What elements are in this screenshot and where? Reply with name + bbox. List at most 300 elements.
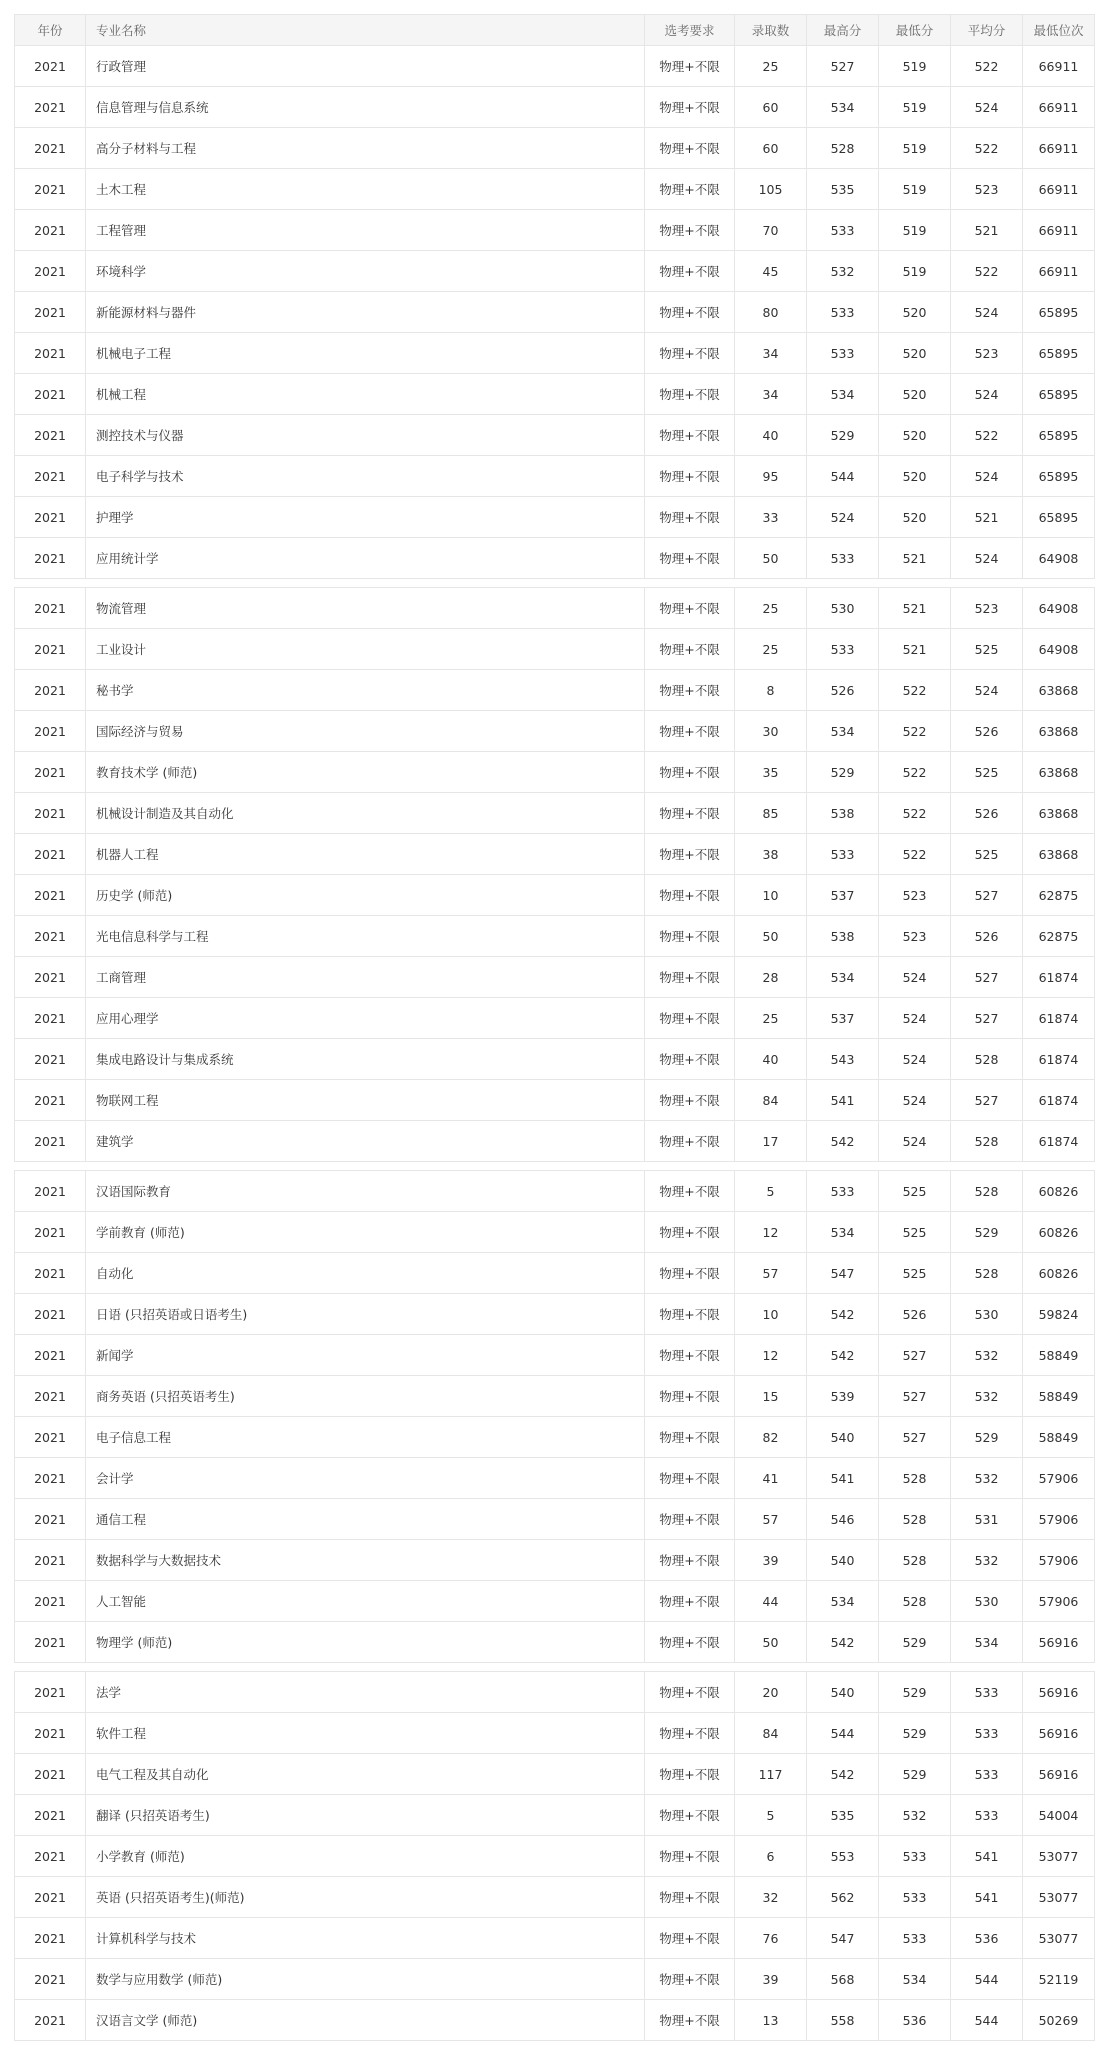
cell-max-score: 533 bbox=[807, 292, 879, 333]
cell-enrolled: 12 bbox=[735, 1335, 807, 1376]
cell-avg-score: 526 bbox=[951, 793, 1023, 834]
cell-min-score: 519 bbox=[879, 210, 951, 251]
cell-min-score: 519 bbox=[879, 128, 951, 169]
cell-avg-score: 534 bbox=[951, 1622, 1023, 1663]
cell-year: 2021 bbox=[15, 46, 86, 87]
cell-min-score: 522 bbox=[879, 752, 951, 793]
cell-avg-score: 528 bbox=[951, 1121, 1023, 1162]
cell-avg-score: 523 bbox=[951, 333, 1023, 374]
table-row bbox=[15, 1959, 1095, 2000]
cell-requirement: 物理+不限 bbox=[645, 752, 735, 793]
cell-avg-score: 523 bbox=[951, 588, 1023, 629]
cell-min-score: 520 bbox=[879, 292, 951, 333]
cell-max-score: 544 bbox=[807, 456, 879, 497]
cell-avg-score: 524 bbox=[951, 538, 1023, 579]
cell-requirement: 物理+不限 bbox=[645, 1959, 735, 2000]
section-spacer bbox=[15, 1663, 1095, 1672]
cell-requirement: 物理+不限 bbox=[645, 1294, 735, 1335]
cell-requirement: 物理+不限 bbox=[645, 374, 735, 415]
cell-avg-score: 527 bbox=[951, 957, 1023, 998]
cell-major: 电子科学与技术 bbox=[86, 456, 645, 497]
cell-avg-score: 522 bbox=[951, 415, 1023, 456]
cell-enrolled: 50 bbox=[735, 1622, 807, 1663]
cell-year: 2021 bbox=[15, 497, 86, 538]
table-row bbox=[15, 1171, 1095, 1212]
cell-avg-score: 532 bbox=[951, 1376, 1023, 1417]
cell-enrolled: 84 bbox=[735, 1080, 807, 1121]
cell-major: 环境科学 bbox=[86, 251, 645, 292]
cell-avg-score: 533 bbox=[951, 1713, 1023, 1754]
cell-min-score: 528 bbox=[879, 1458, 951, 1499]
cell-max-score: 538 bbox=[807, 916, 879, 957]
cell-enrolled: 30 bbox=[735, 711, 807, 752]
cell-min-rank: 61874 bbox=[1023, 1121, 1095, 1162]
cell-requirement: 物理+不限 bbox=[645, 1253, 735, 1294]
cell-avg-score: 522 bbox=[951, 251, 1023, 292]
cell-max-score: 542 bbox=[807, 1121, 879, 1162]
table-row bbox=[15, 415, 1095, 456]
cell-avg-score: 530 bbox=[951, 1581, 1023, 1622]
cell-min-rank: 64908 bbox=[1023, 588, 1095, 629]
cell-avg-score: 525 bbox=[951, 752, 1023, 793]
cell-avg-score: 544 bbox=[951, 2000, 1023, 2041]
cell-enrolled: 17 bbox=[735, 1121, 807, 1162]
cell-enrolled: 95 bbox=[735, 456, 807, 497]
cell-min-rank: 61874 bbox=[1023, 1080, 1095, 1121]
cell-avg-score: 524 bbox=[951, 292, 1023, 333]
cell-year: 2021 bbox=[15, 1335, 86, 1376]
cell-year: 2021 bbox=[15, 1376, 86, 1417]
cell-min-rank: 63868 bbox=[1023, 752, 1095, 793]
cell-max-score: 535 bbox=[807, 169, 879, 210]
cell-major: 电子信息工程 bbox=[86, 1417, 645, 1458]
cell-max-score: 535 bbox=[807, 1795, 879, 1836]
cell-avg-score: 522 bbox=[951, 128, 1023, 169]
cell-avg-score: 524 bbox=[951, 670, 1023, 711]
table-row bbox=[15, 251, 1095, 292]
cell-requirement: 物理+不限 bbox=[645, 456, 735, 497]
cell-min-score: 524 bbox=[879, 1039, 951, 1080]
cell-avg-score: 531 bbox=[951, 1499, 1023, 1540]
cell-major: 新闻学 bbox=[86, 1335, 645, 1376]
cell-major: 物联网工程 bbox=[86, 1080, 645, 1121]
table-row bbox=[15, 711, 1095, 752]
cell-year: 2021 bbox=[15, 998, 86, 1039]
cell-major: 数据科学与大数据技术 bbox=[86, 1540, 645, 1581]
cell-min-rank: 60826 bbox=[1023, 1171, 1095, 1212]
cell-major: 计算机科学与技术 bbox=[86, 1918, 645, 1959]
table-row bbox=[15, 333, 1095, 374]
table-row bbox=[15, 169, 1095, 210]
cell-requirement: 物理+不限 bbox=[645, 1121, 735, 1162]
table-row bbox=[15, 1294, 1095, 1335]
cell-requirement: 物理+不限 bbox=[645, 87, 735, 128]
cell-min-score: 527 bbox=[879, 1376, 951, 1417]
admission-table-container bbox=[14, 14, 1094, 2041]
cell-avg-score: 527 bbox=[951, 1080, 1023, 1121]
cell-requirement: 物理+不限 bbox=[645, 1212, 735, 1253]
table-row bbox=[15, 1622, 1095, 1663]
cell-major: 护理学 bbox=[86, 497, 645, 538]
cell-min-rank: 64908 bbox=[1023, 629, 1095, 670]
cell-max-score: 534 bbox=[807, 957, 879, 998]
cell-min-score: 520 bbox=[879, 456, 951, 497]
cell-min-score: 519 bbox=[879, 87, 951, 128]
cell-year: 2021 bbox=[15, 916, 86, 957]
cell-min-rank: 61874 bbox=[1023, 957, 1095, 998]
cell-enrolled: 39 bbox=[735, 1540, 807, 1581]
spacer-cell bbox=[15, 1663, 1095, 1672]
cell-year: 2021 bbox=[15, 1836, 86, 1877]
cell-major: 英语 (只招英语考生)(师范) bbox=[86, 1877, 645, 1918]
table-row bbox=[15, 210, 1095, 251]
cell-max-score: 533 bbox=[807, 333, 879, 374]
cell-year: 2021 bbox=[15, 1253, 86, 1294]
table-row bbox=[15, 1376, 1095, 1417]
cell-min-rank: 56916 bbox=[1023, 1754, 1095, 1795]
cell-max-score: 540 bbox=[807, 1672, 879, 1713]
cell-requirement: 物理+不限 bbox=[645, 711, 735, 752]
cell-avg-score: 526 bbox=[951, 916, 1023, 957]
cell-min-rank: 56916 bbox=[1023, 1622, 1095, 1663]
cell-requirement: 物理+不限 bbox=[645, 1458, 735, 1499]
cell-min-score: 521 bbox=[879, 629, 951, 670]
cell-requirement: 物理+不限 bbox=[645, 1672, 735, 1713]
cell-enrolled: 44 bbox=[735, 1581, 807, 1622]
cell-avg-score: 523 bbox=[951, 169, 1023, 210]
cell-avg-score: 524 bbox=[951, 87, 1023, 128]
cell-min-score: 533 bbox=[879, 1877, 951, 1918]
cell-major: 小学教育 (师范) bbox=[86, 1836, 645, 1877]
cell-major: 行政管理 bbox=[86, 46, 645, 87]
cell-min-rank: 65895 bbox=[1023, 333, 1095, 374]
cell-requirement: 物理+不限 bbox=[645, 1039, 735, 1080]
table-header bbox=[15, 15, 1095, 46]
cell-year: 2021 bbox=[15, 1417, 86, 1458]
cell-min-rank: 59824 bbox=[1023, 1294, 1095, 1335]
cell-year: 2021 bbox=[15, 415, 86, 456]
cell-max-score: 527 bbox=[807, 46, 879, 87]
cell-min-score: 523 bbox=[879, 875, 951, 916]
table-row bbox=[15, 793, 1095, 834]
table-row bbox=[15, 538, 1095, 579]
cell-major: 自动化 bbox=[86, 1253, 645, 1294]
cell-requirement: 物理+不限 bbox=[645, 1713, 735, 1754]
header-year: 年份 bbox=[15, 15, 86, 46]
cell-min-rank: 57906 bbox=[1023, 1499, 1095, 1540]
cell-avg-score: 529 bbox=[951, 1212, 1023, 1253]
cell-avg-score: 528 bbox=[951, 1039, 1023, 1080]
cell-min-score: 529 bbox=[879, 1672, 951, 1713]
cell-min-score: 519 bbox=[879, 46, 951, 87]
cell-year: 2021 bbox=[15, 588, 86, 629]
cell-min-score: 524 bbox=[879, 1080, 951, 1121]
cell-requirement: 物理+不限 bbox=[645, 793, 735, 834]
cell-avg-score: 521 bbox=[951, 210, 1023, 251]
cell-requirement: 物理+不限 bbox=[645, 1754, 735, 1795]
cell-min-rank: 58849 bbox=[1023, 1335, 1095, 1376]
cell-requirement: 物理+不限 bbox=[645, 834, 735, 875]
cell-major: 教育技术学 (师范) bbox=[86, 752, 645, 793]
cell-year: 2021 bbox=[15, 1499, 86, 1540]
cell-max-score: 534 bbox=[807, 87, 879, 128]
cell-enrolled: 25 bbox=[735, 588, 807, 629]
cell-avg-score: 536 bbox=[951, 1918, 1023, 1959]
cell-min-score: 529 bbox=[879, 1713, 951, 1754]
cell-requirement: 物理+不限 bbox=[645, 1540, 735, 1581]
cell-min-rank: 54004 bbox=[1023, 1795, 1095, 1836]
cell-min-rank: 56916 bbox=[1023, 1672, 1095, 1713]
cell-enrolled: 57 bbox=[735, 1253, 807, 1294]
cell-enrolled: 84 bbox=[735, 1713, 807, 1754]
cell-major: 法学 bbox=[86, 1672, 645, 1713]
cell-min-rank: 60826 bbox=[1023, 1253, 1095, 1294]
table-row bbox=[15, 1713, 1095, 1754]
cell-year: 2021 bbox=[15, 374, 86, 415]
cell-requirement: 物理+不限 bbox=[645, 169, 735, 210]
cell-enrolled: 25 bbox=[735, 998, 807, 1039]
cell-max-score: 533 bbox=[807, 629, 879, 670]
cell-max-score: 547 bbox=[807, 1918, 879, 1959]
cell-min-score: 529 bbox=[879, 1754, 951, 1795]
cell-requirement: 物理+不限 bbox=[645, 1080, 735, 1121]
cell-major: 集成电路设计与集成系统 bbox=[86, 1039, 645, 1080]
cell-enrolled: 5 bbox=[735, 1795, 807, 1836]
cell-min-score: 522 bbox=[879, 670, 951, 711]
cell-min-score: 525 bbox=[879, 1212, 951, 1253]
cell-year: 2021 bbox=[15, 1212, 86, 1253]
cell-max-score: 533 bbox=[807, 538, 879, 579]
cell-min-score: 524 bbox=[879, 957, 951, 998]
table-row bbox=[15, 875, 1095, 916]
table-row bbox=[15, 1877, 1095, 1918]
cell-requirement: 物理+不限 bbox=[645, 251, 735, 292]
cell-avg-score: 526 bbox=[951, 711, 1023, 752]
cell-min-rank: 66911 bbox=[1023, 210, 1095, 251]
cell-major: 应用心理学 bbox=[86, 998, 645, 1039]
cell-min-rank: 57906 bbox=[1023, 1458, 1095, 1499]
table-row bbox=[15, 1121, 1095, 1162]
cell-requirement: 物理+不限 bbox=[645, 588, 735, 629]
cell-enrolled: 50 bbox=[735, 916, 807, 957]
cell-min-score: 522 bbox=[879, 793, 951, 834]
cell-avg-score: 533 bbox=[951, 1754, 1023, 1795]
cell-max-score: 539 bbox=[807, 1376, 879, 1417]
cell-requirement: 物理+不限 bbox=[645, 46, 735, 87]
cell-requirement: 物理+不限 bbox=[645, 1171, 735, 1212]
cell-enrolled: 39 bbox=[735, 1959, 807, 2000]
table-row bbox=[15, 916, 1095, 957]
table-row bbox=[15, 2000, 1095, 2041]
cell-major: 通信工程 bbox=[86, 1499, 645, 1540]
cell-min-rank: 57906 bbox=[1023, 1581, 1095, 1622]
cell-major: 机器人工程 bbox=[86, 834, 645, 875]
cell-requirement: 物理+不限 bbox=[645, 292, 735, 333]
table-row bbox=[15, 1540, 1095, 1581]
cell-max-score: 562 bbox=[807, 1877, 879, 1918]
cell-enrolled: 105 bbox=[735, 169, 807, 210]
table-row bbox=[15, 46, 1095, 87]
cell-year: 2021 bbox=[15, 1795, 86, 1836]
cell-year: 2021 bbox=[15, 1877, 86, 1918]
cell-major: 翻译 (只招英语考生) bbox=[86, 1795, 645, 1836]
cell-major: 工商管理 bbox=[86, 957, 645, 998]
cell-enrolled: 41 bbox=[735, 1458, 807, 1499]
cell-enrolled: 38 bbox=[735, 834, 807, 875]
cell-min-score: 520 bbox=[879, 497, 951, 538]
cell-avg-score: 544 bbox=[951, 1959, 1023, 2000]
cell-year: 2021 bbox=[15, 1458, 86, 1499]
cell-enrolled: 85 bbox=[735, 793, 807, 834]
table-row bbox=[15, 957, 1095, 998]
cell-year: 2021 bbox=[15, 1540, 86, 1581]
cell-max-score: 529 bbox=[807, 752, 879, 793]
cell-requirement: 物理+不限 bbox=[645, 1622, 735, 1663]
cell-min-rank: 60826 bbox=[1023, 1212, 1095, 1253]
cell-year: 2021 bbox=[15, 456, 86, 497]
cell-avg-score: 541 bbox=[951, 1836, 1023, 1877]
cell-major: 建筑学 bbox=[86, 1121, 645, 1162]
cell-min-score: 520 bbox=[879, 415, 951, 456]
cell-min-rank: 57906 bbox=[1023, 1540, 1095, 1581]
cell-max-score: 530 bbox=[807, 588, 879, 629]
cell-min-rank: 58849 bbox=[1023, 1376, 1095, 1417]
cell-min-rank: 62875 bbox=[1023, 875, 1095, 916]
cell-min-rank: 56916 bbox=[1023, 1713, 1095, 1754]
cell-min-rank: 65895 bbox=[1023, 497, 1095, 538]
cell-min-rank: 66911 bbox=[1023, 169, 1095, 210]
table-row bbox=[15, 752, 1095, 793]
cell-year: 2021 bbox=[15, 1294, 86, 1335]
cell-min-score: 523 bbox=[879, 916, 951, 957]
cell-min-score: 522 bbox=[879, 711, 951, 752]
cell-enrolled: 117 bbox=[735, 1754, 807, 1795]
cell-major: 国际经济与贸易 bbox=[86, 711, 645, 752]
cell-min-score: 525 bbox=[879, 1253, 951, 1294]
header-max-score: 最高分 bbox=[807, 15, 879, 46]
cell-min-score: 520 bbox=[879, 374, 951, 415]
admission-score-table bbox=[14, 14, 1095, 2041]
cell-major: 历史学 (师范) bbox=[86, 875, 645, 916]
table-row bbox=[15, 128, 1095, 169]
header-major: 专业名称 bbox=[86, 15, 645, 46]
cell-min-rank: 65895 bbox=[1023, 415, 1095, 456]
cell-max-score: 537 bbox=[807, 875, 879, 916]
cell-enrolled: 80 bbox=[735, 292, 807, 333]
cell-avg-score: 528 bbox=[951, 1171, 1023, 1212]
cell-max-score: 533 bbox=[807, 210, 879, 251]
spacer-cell bbox=[15, 1162, 1095, 1171]
cell-requirement: 物理+不限 bbox=[645, 875, 735, 916]
cell-min-rank: 63868 bbox=[1023, 670, 1095, 711]
cell-min-rank: 62875 bbox=[1023, 916, 1095, 957]
header-row bbox=[15, 15, 1095, 46]
cell-enrolled: 20 bbox=[735, 1672, 807, 1713]
cell-max-score: 534 bbox=[807, 374, 879, 415]
table-body bbox=[15, 46, 1095, 2041]
cell-enrolled: 13 bbox=[735, 2000, 807, 2041]
cell-major: 高分子材料与工程 bbox=[86, 128, 645, 169]
table-row bbox=[15, 374, 1095, 415]
cell-min-score: 521 bbox=[879, 588, 951, 629]
cell-major: 电气工程及其自动化 bbox=[86, 1754, 645, 1795]
cell-min-score: 534 bbox=[879, 1959, 951, 2000]
table-row bbox=[15, 1918, 1095, 1959]
cell-year: 2021 bbox=[15, 957, 86, 998]
cell-requirement: 物理+不限 bbox=[645, 957, 735, 998]
cell-enrolled: 12 bbox=[735, 1212, 807, 1253]
cell-requirement: 物理+不限 bbox=[645, 1417, 735, 1458]
cell-max-score: 529 bbox=[807, 415, 879, 456]
cell-requirement: 物理+不限 bbox=[645, 210, 735, 251]
cell-max-score: 533 bbox=[807, 834, 879, 875]
cell-requirement: 物理+不限 bbox=[645, 670, 735, 711]
cell-min-score: 525 bbox=[879, 1171, 951, 1212]
cell-min-rank: 64908 bbox=[1023, 538, 1095, 579]
cell-requirement: 物理+不限 bbox=[645, 497, 735, 538]
cell-min-score: 527 bbox=[879, 1335, 951, 1376]
cell-major: 软件工程 bbox=[86, 1713, 645, 1754]
table-row bbox=[15, 1458, 1095, 1499]
cell-min-score: 524 bbox=[879, 1121, 951, 1162]
cell-year: 2021 bbox=[15, 251, 86, 292]
cell-max-score: 534 bbox=[807, 1212, 879, 1253]
cell-enrolled: 45 bbox=[735, 251, 807, 292]
cell-min-rank: 58849 bbox=[1023, 1417, 1095, 1458]
section-spacer bbox=[15, 1162, 1095, 1171]
cell-requirement: 物理+不限 bbox=[645, 1795, 735, 1836]
cell-min-rank: 61874 bbox=[1023, 1039, 1095, 1080]
cell-min-rank: 50269 bbox=[1023, 2000, 1095, 2041]
cell-avg-score: 533 bbox=[951, 1672, 1023, 1713]
cell-min-score: 528 bbox=[879, 1581, 951, 1622]
cell-min-rank: 66911 bbox=[1023, 251, 1095, 292]
table-row bbox=[15, 998, 1095, 1039]
cell-avg-score: 532 bbox=[951, 1335, 1023, 1376]
cell-max-score: 524 bbox=[807, 497, 879, 538]
cell-enrolled: 34 bbox=[735, 374, 807, 415]
table-row bbox=[15, 670, 1095, 711]
cell-enrolled: 50 bbox=[735, 538, 807, 579]
table-row bbox=[15, 292, 1095, 333]
cell-enrolled: 32 bbox=[735, 1877, 807, 1918]
cell-major: 工程管理 bbox=[86, 210, 645, 251]
cell-major: 信息管理与信息系统 bbox=[86, 87, 645, 128]
cell-min-rank: 65895 bbox=[1023, 374, 1095, 415]
cell-max-score: 541 bbox=[807, 1458, 879, 1499]
cell-year: 2021 bbox=[15, 1581, 86, 1622]
cell-year: 2021 bbox=[15, 1121, 86, 1162]
cell-enrolled: 5 bbox=[735, 1171, 807, 1212]
table-row bbox=[15, 1836, 1095, 1877]
cell-max-score: 528 bbox=[807, 128, 879, 169]
cell-min-rank: 52119 bbox=[1023, 1959, 1095, 2000]
cell-min-score: 524 bbox=[879, 998, 951, 1039]
cell-avg-score: 525 bbox=[951, 629, 1023, 670]
cell-requirement: 物理+不限 bbox=[645, 538, 735, 579]
cell-avg-score: 530 bbox=[951, 1294, 1023, 1335]
cell-major: 测控技术与仪器 bbox=[86, 415, 645, 456]
cell-max-score: 568 bbox=[807, 1959, 879, 2000]
cell-max-score: 537 bbox=[807, 998, 879, 1039]
cell-max-score: 540 bbox=[807, 1417, 879, 1458]
cell-avg-score: 541 bbox=[951, 1877, 1023, 1918]
cell-min-score: 526 bbox=[879, 1294, 951, 1335]
cell-requirement: 物理+不限 bbox=[645, 1877, 735, 1918]
cell-avg-score: 525 bbox=[951, 834, 1023, 875]
cell-min-rank: 63868 bbox=[1023, 711, 1095, 752]
cell-enrolled: 82 bbox=[735, 1417, 807, 1458]
